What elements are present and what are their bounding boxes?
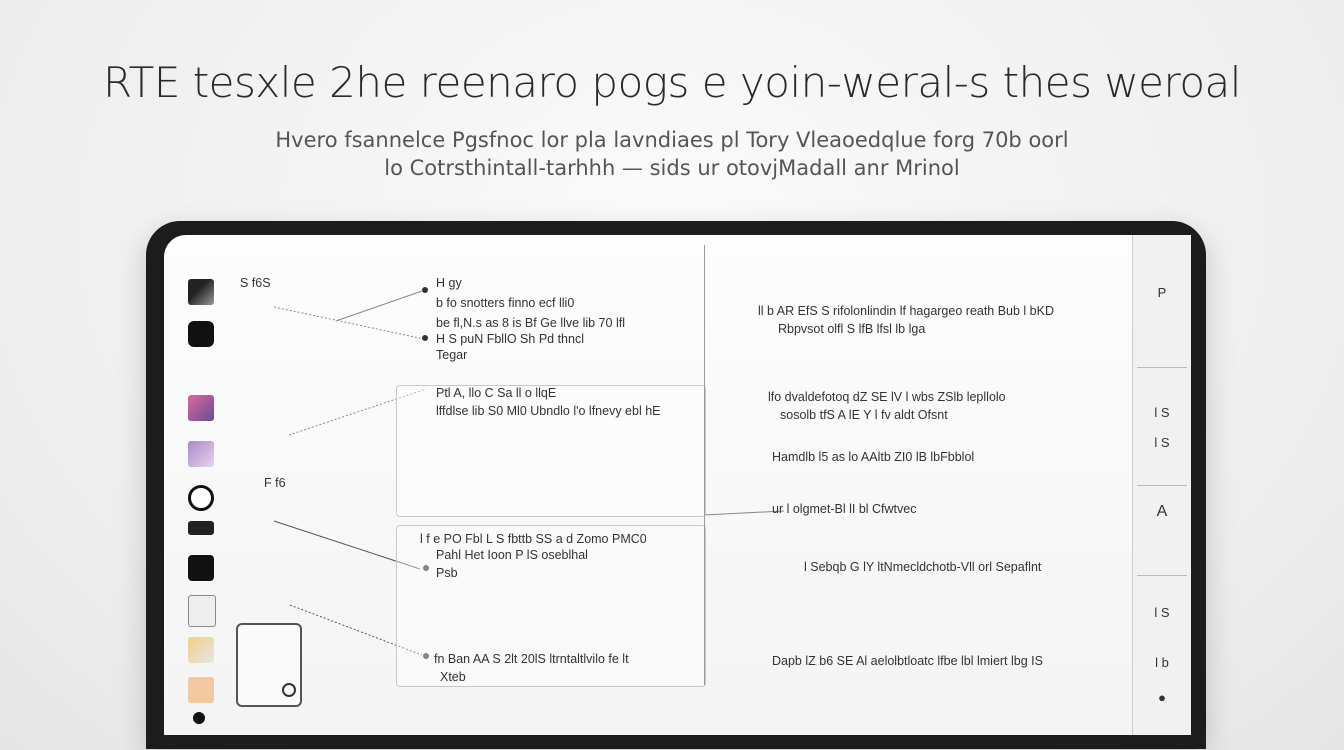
toolbar-separator [1137, 367, 1187, 368]
right-item6: Dapb lZ b6 SE Al aelolbtloatc lfbe lbl lmiert lbg IS [772, 654, 1043, 668]
page-subtitle-line1: Hvero fsannelce Pgsfnoc lor pla lavndiaes pl Tory Vleaoedqlue forg 70b oorl [275, 128, 1069, 152]
text-tool-button[interactable]: A [1156, 503, 1168, 520]
record-button[interactable]: ● [1158, 690, 1166, 705]
toolbar-item[interactable]: l S [1154, 605, 1170, 620]
right-item3: Hamdlb l5 as lo AAltb ZI0 lB lbFbblol [772, 450, 975, 464]
toolbar-item[interactable]: l S [1154, 435, 1170, 450]
left-group1-line1: H gy [436, 276, 462, 290]
toolbar-item[interactable]: l b [1155, 655, 1169, 670]
toolbar-separator [1137, 575, 1187, 576]
page-subtitle-line2: lo Cotrsthintall-tarhhh — sids ur otovjMadall anr Mrinol [384, 156, 960, 180]
left-group4-line2: Xteb [440, 670, 466, 684]
left-group2-line1: Ptl A, llo C Sa ll o llqE [436, 386, 557, 400]
left-group4-line1: fn Ban AA S 2lt 20lS ltrntaltlvilo fe lt [434, 652, 629, 666]
left-icon-labels: S f6S [240, 276, 271, 290]
left-group2-line2: lffdlse lib S0 Ml0 Ubndlo l'o lfnevy ebl hE [436, 404, 661, 418]
right-item5: l Sebqb G lY ltNmecldchotb-Vll orl Sepaflnt [804, 560, 1042, 574]
left-group3-line3: Psb [436, 566, 458, 580]
left-group1-line5: Tegar [436, 348, 468, 362]
callout-dot [422, 335, 428, 341]
toolbar-item[interactable]: l S [1154, 405, 1170, 420]
panel-divider [704, 245, 705, 685]
left-group1-line4: H S puN FbllO Sh Pd thncl [436, 332, 584, 346]
callout-dot [422, 287, 428, 293]
phone-mockup-card[interactable] [236, 623, 302, 707]
right-toolbar [1132, 235, 1191, 735]
left-group1-line3: be fl,N.s as 8 is Bf Ge llve lib 70 lfl [436, 316, 625, 330]
toolbar-separator [1137, 485, 1187, 486]
right-item2-line2: sosolb tfS A lE Y l fv aldt Ofsnt [780, 408, 948, 422]
left-group3-line1: l f e PO Fbl L S fbttb SS a d Zomo PMC0 [420, 532, 647, 546]
camera-dot-icon [193, 712, 205, 724]
right-item2-line1: lfo dvaldefotoq dZ SE lV l wbs ZSlb lepllolo [768, 390, 1006, 404]
phone-screen [164, 235, 1132, 735]
home-button-icon [282, 683, 296, 697]
mid-icon-label: F f6 [264, 476, 286, 490]
page-title: RTE tesxle 2he reenaro pogs e yoin-weral-s thes weroal [103, 58, 1241, 107]
right-item4: ur l olgmet-Bl lI bl Cfwtvec [772, 502, 917, 516]
right-item1-line1: ll b AR EfS S rifolonlindin lf hagargeo reath Bub l bKD [758, 304, 1055, 318]
left-group1-line2: b fo snotters finno ecf lli0 [436, 296, 575, 310]
right-item1-line2: Rbpvsot olfl S lfB lfsl lb lga [778, 322, 926, 336]
toolbar-item[interactable]: P [1157, 285, 1167, 300]
phone-device [146, 221, 1206, 749]
left-group3-line2: Pahl Het Ioon P lS oseblhal [436, 548, 588, 562]
